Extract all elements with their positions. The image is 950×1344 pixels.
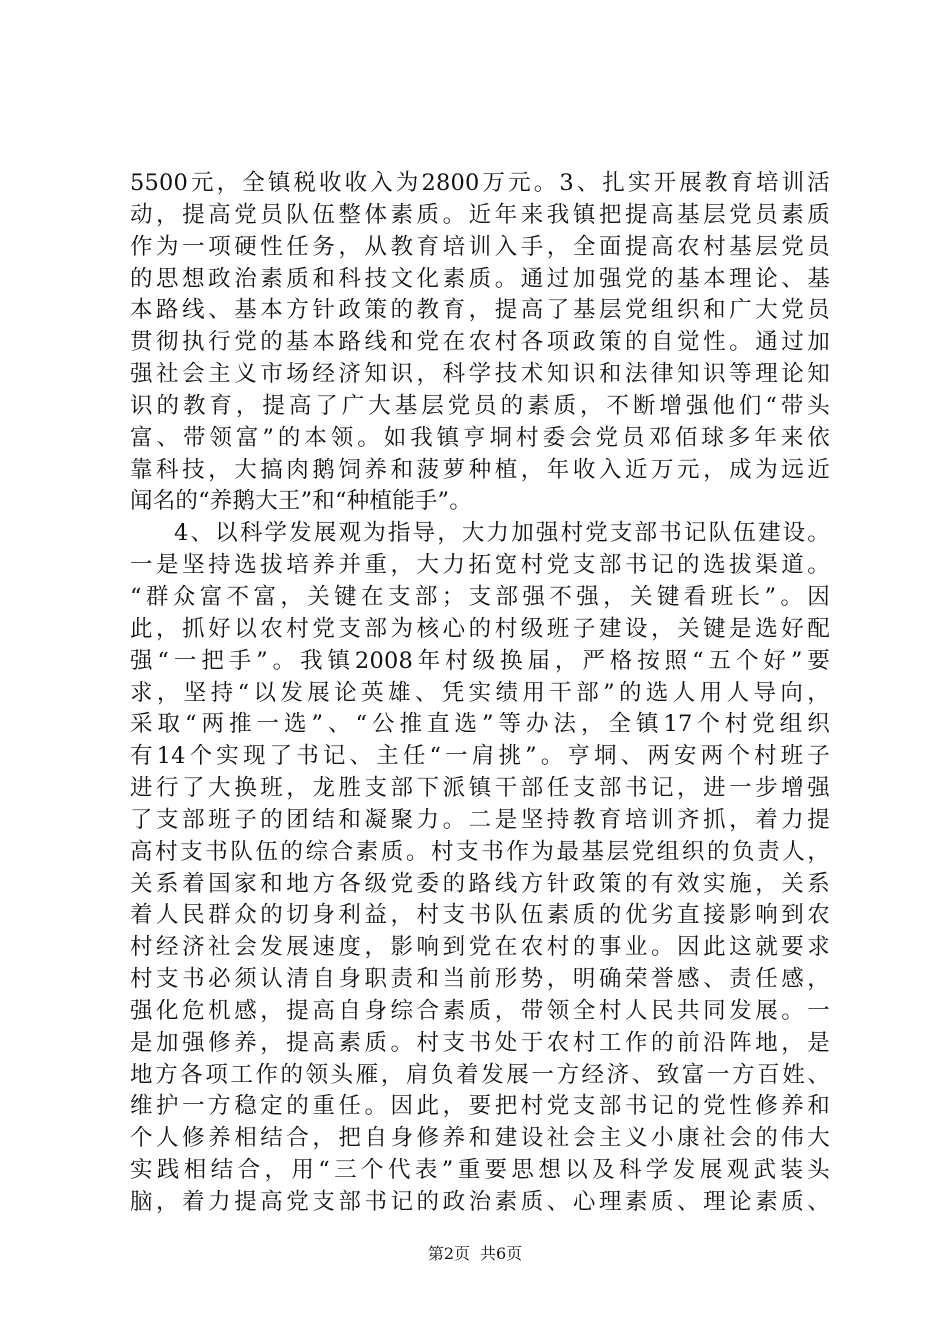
- text-line: 个人修养相结合，把自身修养和建设社会主义小康社会的伟大: [130, 1125, 830, 1152]
- paragraph-start-line: 4、以科学发展观为指导，大力加强村党支部书记队伍建设。: [174, 520, 830, 547]
- text-line: 村支书必须认清自身职责和当前形势，明确荣誉感、责任感，: [130, 966, 830, 993]
- text-line: 一是坚持选拔培养并重，大力拓宽村党支部书记的选拔渠道。: [130, 552, 830, 579]
- text-line: 采取“两推一选”、“公推直选”等办法，全镇17个村党组织: [130, 711, 830, 738]
- text-line: 的思想政治素质和科技文化素质。通过加强党的基本理论、基: [130, 265, 830, 292]
- text-line: 有14个实现了书记、主任“一肩挑”。亨垌、两安两个村班子: [130, 743, 830, 770]
- text-line: 强“一把手”。我镇2008年村级换届，严格按照“五个好”要: [130, 647, 830, 674]
- text-line: 地方各项工作的领头雁，肩负着发展一方经济、致富一方百姓、: [130, 1061, 830, 1088]
- text-line: 关系着国家和地方各级党委的路线方针政策的有效实施，关系: [130, 870, 830, 897]
- page-footer: [0, 1243, 950, 1265]
- text-line: 5500元，全镇税收收入为2800万元。3、扎实开展教育培训活: [130, 170, 830, 196]
- text-line: 动，提高党员队伍整体素质。近年来我镇把提高基层党员素质: [130, 201, 830, 228]
- text-line: 作为一项硬性任务，从教育培训入手，全面提高农村基层党员: [130, 233, 830, 260]
- text-line: 强社会主义市场经济知识，科学技术知识和法律知识等理论知: [130, 361, 830, 388]
- text-line: 维护一方稳定的重任。因此，要把村党支部书记的党性修养和: [130, 1093, 830, 1120]
- text-line: 是加强修养，提高素质。村支书处于农村工作的前沿阵地，是: [130, 1029, 830, 1056]
- text-line: 贯彻执行党的基本路线和党在农村各项政策的自觉性。通过加: [130, 329, 830, 356]
- text-line: 了支部班子的团结和凝聚力。二是坚持教育培训齐抓，着力提: [130, 806, 830, 833]
- text-line: 强化危机感，提高自身综合素质，带领全村人民共同发展。一: [130, 997, 830, 1024]
- text-line: 本路线、基本方针政策的教育，提高了基层党组织和广大党员: [130, 297, 830, 324]
- text-line: 此，抓好以农村党支部为核心的村级班子建设，关键是选好配: [130, 615, 830, 642]
- text-line: 高村支书队伍的综合素质。村支书作为最基层党组织的负责人，: [130, 838, 830, 865]
- text-line: 实践相结合，用“三个代表”重要思想以及科学发展观武装头: [130, 1157, 830, 1184]
- page-number: 第2页: [427, 1244, 470, 1263]
- total-pages: 共6页: [480, 1244, 523, 1263]
- text-line: 村经济社会发展速度，影响到党在农村的事业。因此这就要求: [130, 934, 830, 961]
- text-line: 求，坚持“以发展论英雄、凭实绩用干部”的选人用人导向，: [130, 679, 830, 706]
- text-line: “群众富不富，关键在支部；支部强不强，关键看班长”。因: [130, 583, 830, 610]
- text-line: 进行了大换班，龙胜支部下派镇干部任支部书记，进一步增强: [130, 775, 830, 802]
- text-line: 着人民群众的切身利益，村支书队伍素质的优劣直接影响到农: [130, 902, 830, 929]
- body-text: [130, 168, 830, 1219]
- text-line: 富、带领富”的本领。如我镇亨垌村委会党员邓佰球多年来依: [130, 424, 830, 451]
- text-line: 脑，着力提高党支部书记的政治素质、心理素质、理论素质、: [130, 1189, 830, 1215]
- text-line: 闻名的“养鹅大王”和“种植能手”。: [130, 488, 472, 515]
- text-line: 识的教育，提高了广大基层党员的素质，不断增强他们“带头: [130, 392, 830, 419]
- text-line: 靠科技，大搞肉鹅饲养和菠萝种植，年收入近万元，成为远近: [130, 456, 830, 483]
